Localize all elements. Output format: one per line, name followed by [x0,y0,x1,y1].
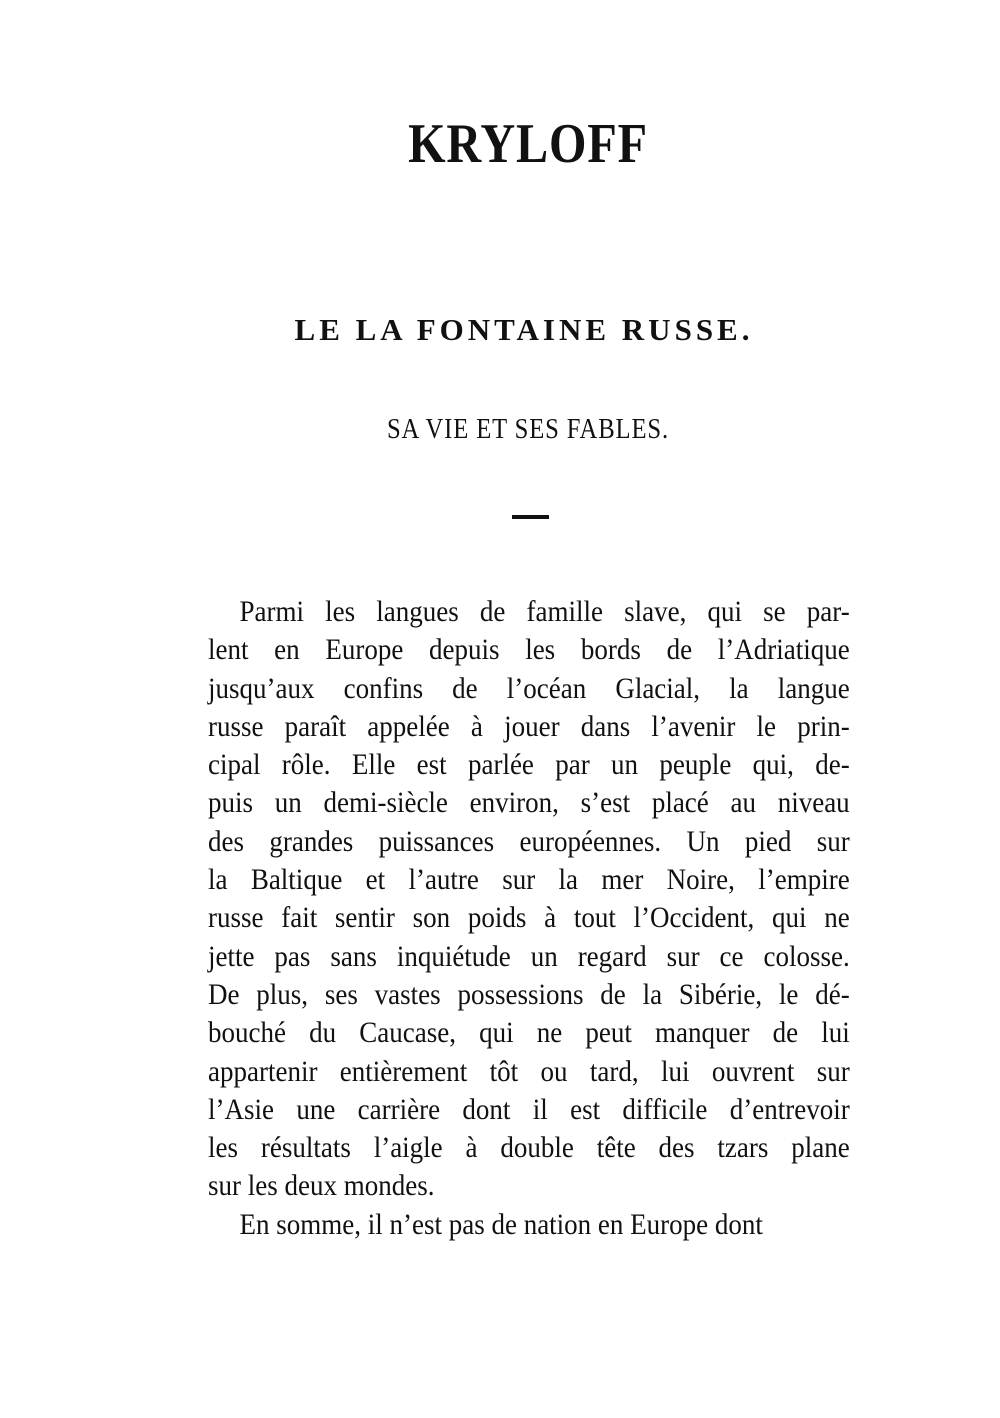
text-line: la Baltique et l’autre sur la mer Noire, l’empire [208,863,850,897]
text-line: puis un demi-siècle environ, s’est placé au niveau [208,786,850,820]
text-line: Parmi les langues de famille slave, qui se par- [239,595,850,628]
text-line: cipal rôle. Elle est parlée par un peuple qui, de- [208,748,850,782]
text-line: l’Asie une carrière dont il est difficile d’entrevoir [208,1092,850,1126]
text-line: jusqu’aux confins de l’océan Glacial, la langue [208,671,850,705]
text-line: jette pas sans inquiétude un regard sur ce colosse. [208,939,850,973]
page-subsubtitle: SA VIE ET SES FABLES. [386,414,670,445]
text-line: russe fait sentir son poids à tout l’Occident, qui ne [208,901,850,935]
text-line: les résultats l’aigle à double tête des tzars plane [208,1131,850,1165]
text-line: appartenir entièrement tôt ou tard, lui ouvrent sur [208,1054,850,1088]
page-subtitle: LE LA FONTAINE RUSSE. [294,312,754,347]
text-line: lent en Europe depuis les bords de l’Adriatique [208,633,850,667]
body-text [208,593,850,1244]
text-line: des grandes puissances européennes. Un pied sur [208,824,850,858]
text-line: De plus, ses vastes possessions de la Sibérie, le dé- [208,977,850,1011]
text-line: bouché du Caucase, qui ne peut manquer de lui [208,1016,850,1050]
text-line: sur les deux mondes. [208,1169,435,1203]
text-line: russe paraît appelée à jouer dans l’avenir le prin- [208,709,850,743]
section-divider [512,515,549,519]
page-title: KRYLOFF [408,113,648,175]
text-line: En somme, il n’est pas de nation en Europe dont [239,1207,763,1241]
